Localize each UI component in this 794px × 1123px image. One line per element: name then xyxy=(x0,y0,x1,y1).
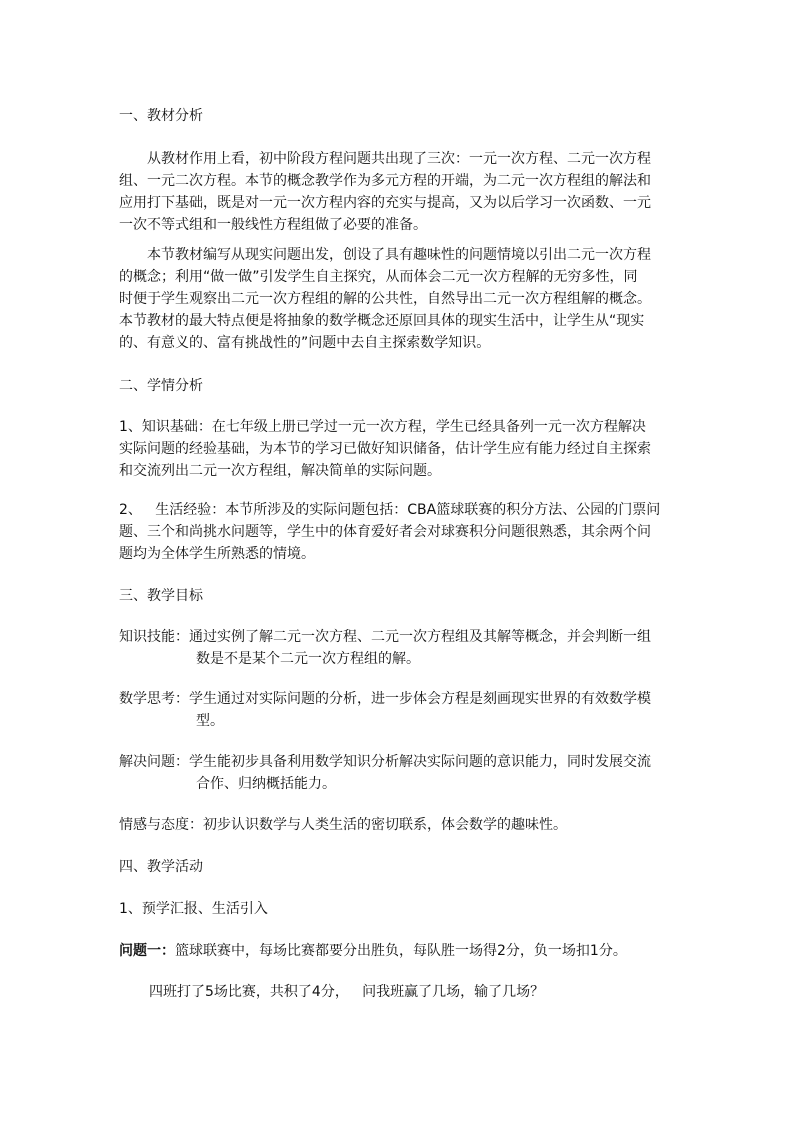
paragraph-line: 实际问题的经验基础，为本节的学习已做好知识储备，估计学生应有能力经过自主探索 xyxy=(119,441,651,457)
paragraph-line: 题均为全体学生所熟悉的情境。 xyxy=(119,546,315,562)
section-heading-1: 一、教材分析 xyxy=(119,108,203,124)
paragraph-line: 题、三个和尚挑水问题等，学生中的体育爱好者会对球赛积分问题很熟悉，其余两个问 xyxy=(119,524,651,540)
section-heading-4: 四、教学活动 xyxy=(119,859,203,875)
problem-label: 问题一： xyxy=(119,943,175,959)
paragraph-line: 和交流列出二元一次方程组，解决简单的实际问题。 xyxy=(119,463,441,479)
paragraph-line: 从教材作用上看，初中阶段方程问题共出现了三次：一元一次方程、二元一次方程 xyxy=(147,151,651,167)
section-heading-2: 二、学情分析 xyxy=(119,378,203,394)
paragraph-line: 时便于学生观察出二元一次方程组的解的公共性，自然导出二元一次方程组解的概念。 xyxy=(119,291,651,307)
paragraph-line: 应用打下基础，既是对一元一次方程内容的充实与提高，又为以后学习一次函数、一元 xyxy=(119,195,651,211)
paragraph-line: 的、有意义的、富有挑战性的”问题中去自主探索数学知识。 xyxy=(119,335,491,351)
paragraph-line: 组、一元二次方程。本节的概念教学作为多元方程的开端，为二元一次方程组的解法和 xyxy=(119,173,651,189)
paragraph-line: 本节教材编写从现实问题出发，创设了具有趣味性的问题情境以引出二元一次方程 xyxy=(147,247,651,263)
goal-line: 情感与态度：初步认识数学与人类生活的密切联系，体会数学的趣味性。 xyxy=(119,817,567,833)
goal-line: 型。 xyxy=(196,713,224,729)
section-heading-3: 三、教学目标 xyxy=(119,588,203,604)
paragraph-line: 一次不等式组和一般线性方程组做了必要的准备。 xyxy=(119,217,427,233)
goal-line: 知识技能：通过实例了解二元一次方程、二元一次方程组及其解等概念，并会判断一组 xyxy=(119,629,651,645)
goal-line: 合作、归纳概括能力。 xyxy=(196,776,336,792)
paragraph-line: 的概念；利用“做一做”引发学生自主探究，从而体会二元一次方程解的无穷多性，同 xyxy=(119,269,638,285)
paragraph-line: 2、 生活经验：本节所涉及的实际问题包括：CBA篮球联赛的积分方法、公园的门票问 xyxy=(119,502,661,518)
activity-heading: 1、预学汇报、生活引入 xyxy=(119,901,268,917)
goal-line: 数学思考：学生通过对实际问题的分析，进一步体会方程是刻画现实世界的有效数学模 xyxy=(119,691,651,707)
problem-text: 篮球联赛中，每场比赛都要分出胜负，每队胜一场得2分，负一场扣1分。 xyxy=(175,943,627,959)
goal-line: 解决问题：学生能初步具备利用数学知识分析解决实际问题的意识能力，同时发展交流 xyxy=(119,754,651,770)
paragraph-line: 本节教材的最大特点便是将抽象的数学概念还原回具体的现实生活中，让学生从“现实 xyxy=(119,313,645,329)
problem-line: 四班打了5场比赛，共积了4分， 问我班赢了几场，输了几场？ xyxy=(149,984,545,1000)
goal-line: 数是不是某个二元一次方程组的解。 xyxy=(196,651,420,667)
paragraph-line: 1、知识基础：在七年级上册已学过一元一次方程，学生已经具备列一元一次方程解决 xyxy=(119,419,646,435)
problem-line xyxy=(119,940,681,962)
